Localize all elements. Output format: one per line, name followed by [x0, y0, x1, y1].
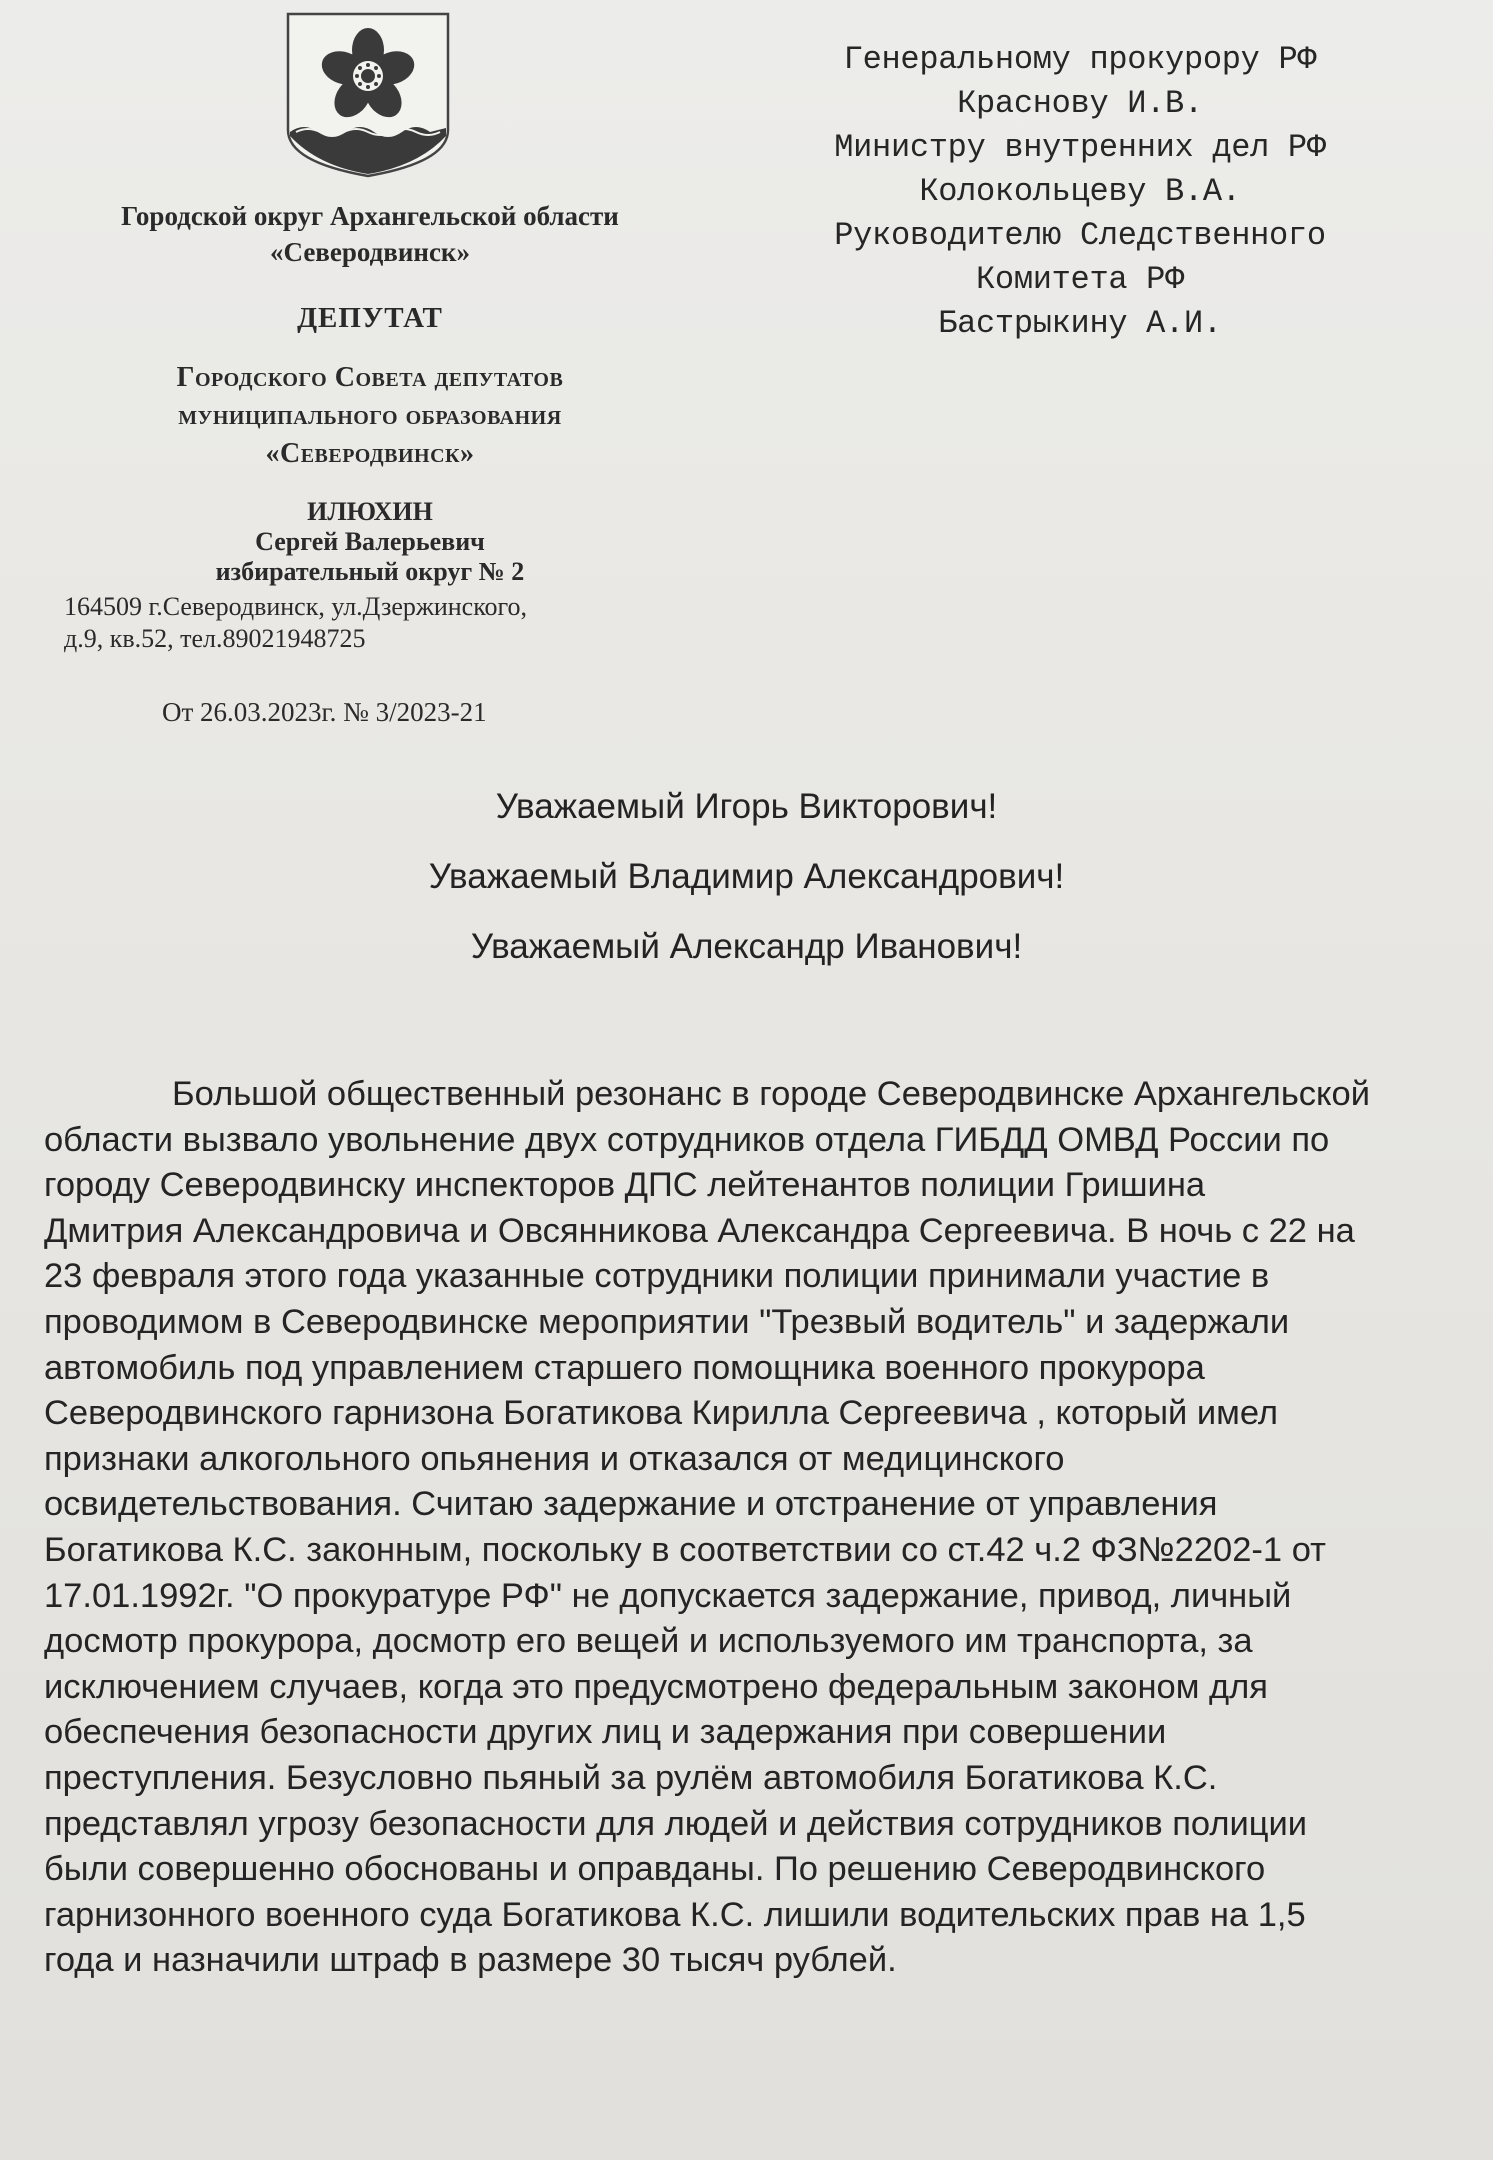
council-line-3: «Северодвинск»	[265, 438, 475, 469]
recipient-line: Бастрыкину А.И.	[938, 305, 1222, 342]
body-line: исключением случаев, когда это предусмотрено федеральным законом для	[44, 1667, 1268, 1706]
address-line-1: 164509 г.Северодвинск, ул.Дзержинского,	[64, 592, 528, 621]
body-line: Большой общественный резонанс в городе Северодвинске Архангельской	[172, 1075, 1370, 1113]
council-name	[50, 359, 690, 473]
body-line: городу Северодвинску инспекторов ДПС лейтенантов полиции Гришина	[44, 1166, 1206, 1205]
body-line: гарнизонного военного суда Богатикова К.С. лишили водительских прав на 1,5	[44, 1895, 1306, 1934]
body-line: досмотр прокурора, досмотр его вещей и используемого им транспорта, за	[44, 1622, 1253, 1661]
org-line-2: «Северодвинск»	[269, 237, 470, 267]
sender-block	[50, 198, 690, 728]
document-reference: От 26.03.2023г. № 3/2023-21	[162, 697, 487, 727]
recipient-line: Руководителю Следственного	[834, 217, 1326, 254]
body-line: Северодвинского гарнизона Богатикова Кирилла Сергеевича , который имел	[44, 1394, 1279, 1433]
salutation-line: Уважаемый Игорь Викторович!	[495, 787, 998, 826]
body-line: области вызвало увольнение двух сотрудников отдела ГИБДД ОМВД России по	[44, 1120, 1330, 1159]
recipient-line: Генеральному прокурору РФ	[843, 41, 1317, 78]
council-line-2: муниципального образования	[178, 400, 562, 431]
recipient-block	[790, 38, 1370, 346]
municipality-name	[50, 198, 690, 270]
body-line: Дмитрия Александровича и Овсянникова Александра Сергеевича. В ночь с 22 на	[44, 1211, 1355, 1250]
body-line: 17.01.1992г. "О прокуратуре РФ" не допускается задержание, привод, личный	[44, 1576, 1292, 1615]
body-line: признаки алкогольного опьянения и отказался от медицинского	[44, 1439, 1065, 1478]
body-line: были совершенно обоснованы и оправданы. По решению Северодвинского	[44, 1850, 1266, 1889]
body-line: представлял угрозу безопасности для людей и действия сотрудников полиции	[44, 1804, 1308, 1843]
body-line: обеспечения безопасности других лиц и задержания при совершении	[44, 1713, 1167, 1752]
body-line: освидетельствования. Считаю задержание и отстранение от управления	[44, 1485, 1218, 1524]
body-line: проводимом в Северодвинске мероприятии "Трезвый водитель" и задержали	[44, 1302, 1290, 1341]
body-line: года и назначили штраф в размере 30 тысяч рублей.	[44, 1941, 897, 1980]
city-coat-of-arms-icon	[284, 10, 452, 180]
org-line-1: Городской округ Архангельской области	[121, 201, 619, 231]
body-line: Богатикова К.С. законным, поскольку в соответствии со ст.42 ч.2 ФЗ№2202-1 от	[44, 1530, 1326, 1569]
council-line-1: Городского Совета депутатов	[176, 362, 564, 393]
deputy-title: ДЕПУТАТ	[297, 302, 443, 334]
recipient-line: Комитета РФ	[976, 261, 1184, 298]
deputy-surname: ИЛЮХИН	[307, 497, 433, 526]
deputy-name	[50, 497, 690, 587]
recipient-line: Колокольцеву В.А.	[919, 173, 1241, 210]
letter-body	[44, 1072, 1464, 1984]
salutations	[0, 782, 1493, 992]
body-line: автомобиль под управлением старшего помощника военного прокурора	[44, 1348, 1205, 1387]
salutation-line: Уважаемый Александр Иванович!	[470, 927, 1023, 966]
salutation-line: Уважаемый Владимир Александрович!	[428, 857, 1065, 896]
body-line: 23 февраля этого года указанные сотрудники полиции принимали участие в	[44, 1257, 1270, 1296]
recipient-line: Краснову И.В.	[957, 85, 1203, 122]
sender-address	[50, 591, 690, 655]
recipient-line: Министру внутренних дел РФ	[834, 129, 1326, 166]
body-line: преступления. Безусловно пьяный за рулём автомобиля Богатикова К.С.	[44, 1758, 1218, 1797]
deputy-given-names: Сергей Валерьевич	[255, 527, 485, 556]
address-line-2: д.9, кв.52, тел.89021948725	[64, 624, 366, 653]
electoral-district: избирательный округ № 2	[215, 557, 525, 586]
